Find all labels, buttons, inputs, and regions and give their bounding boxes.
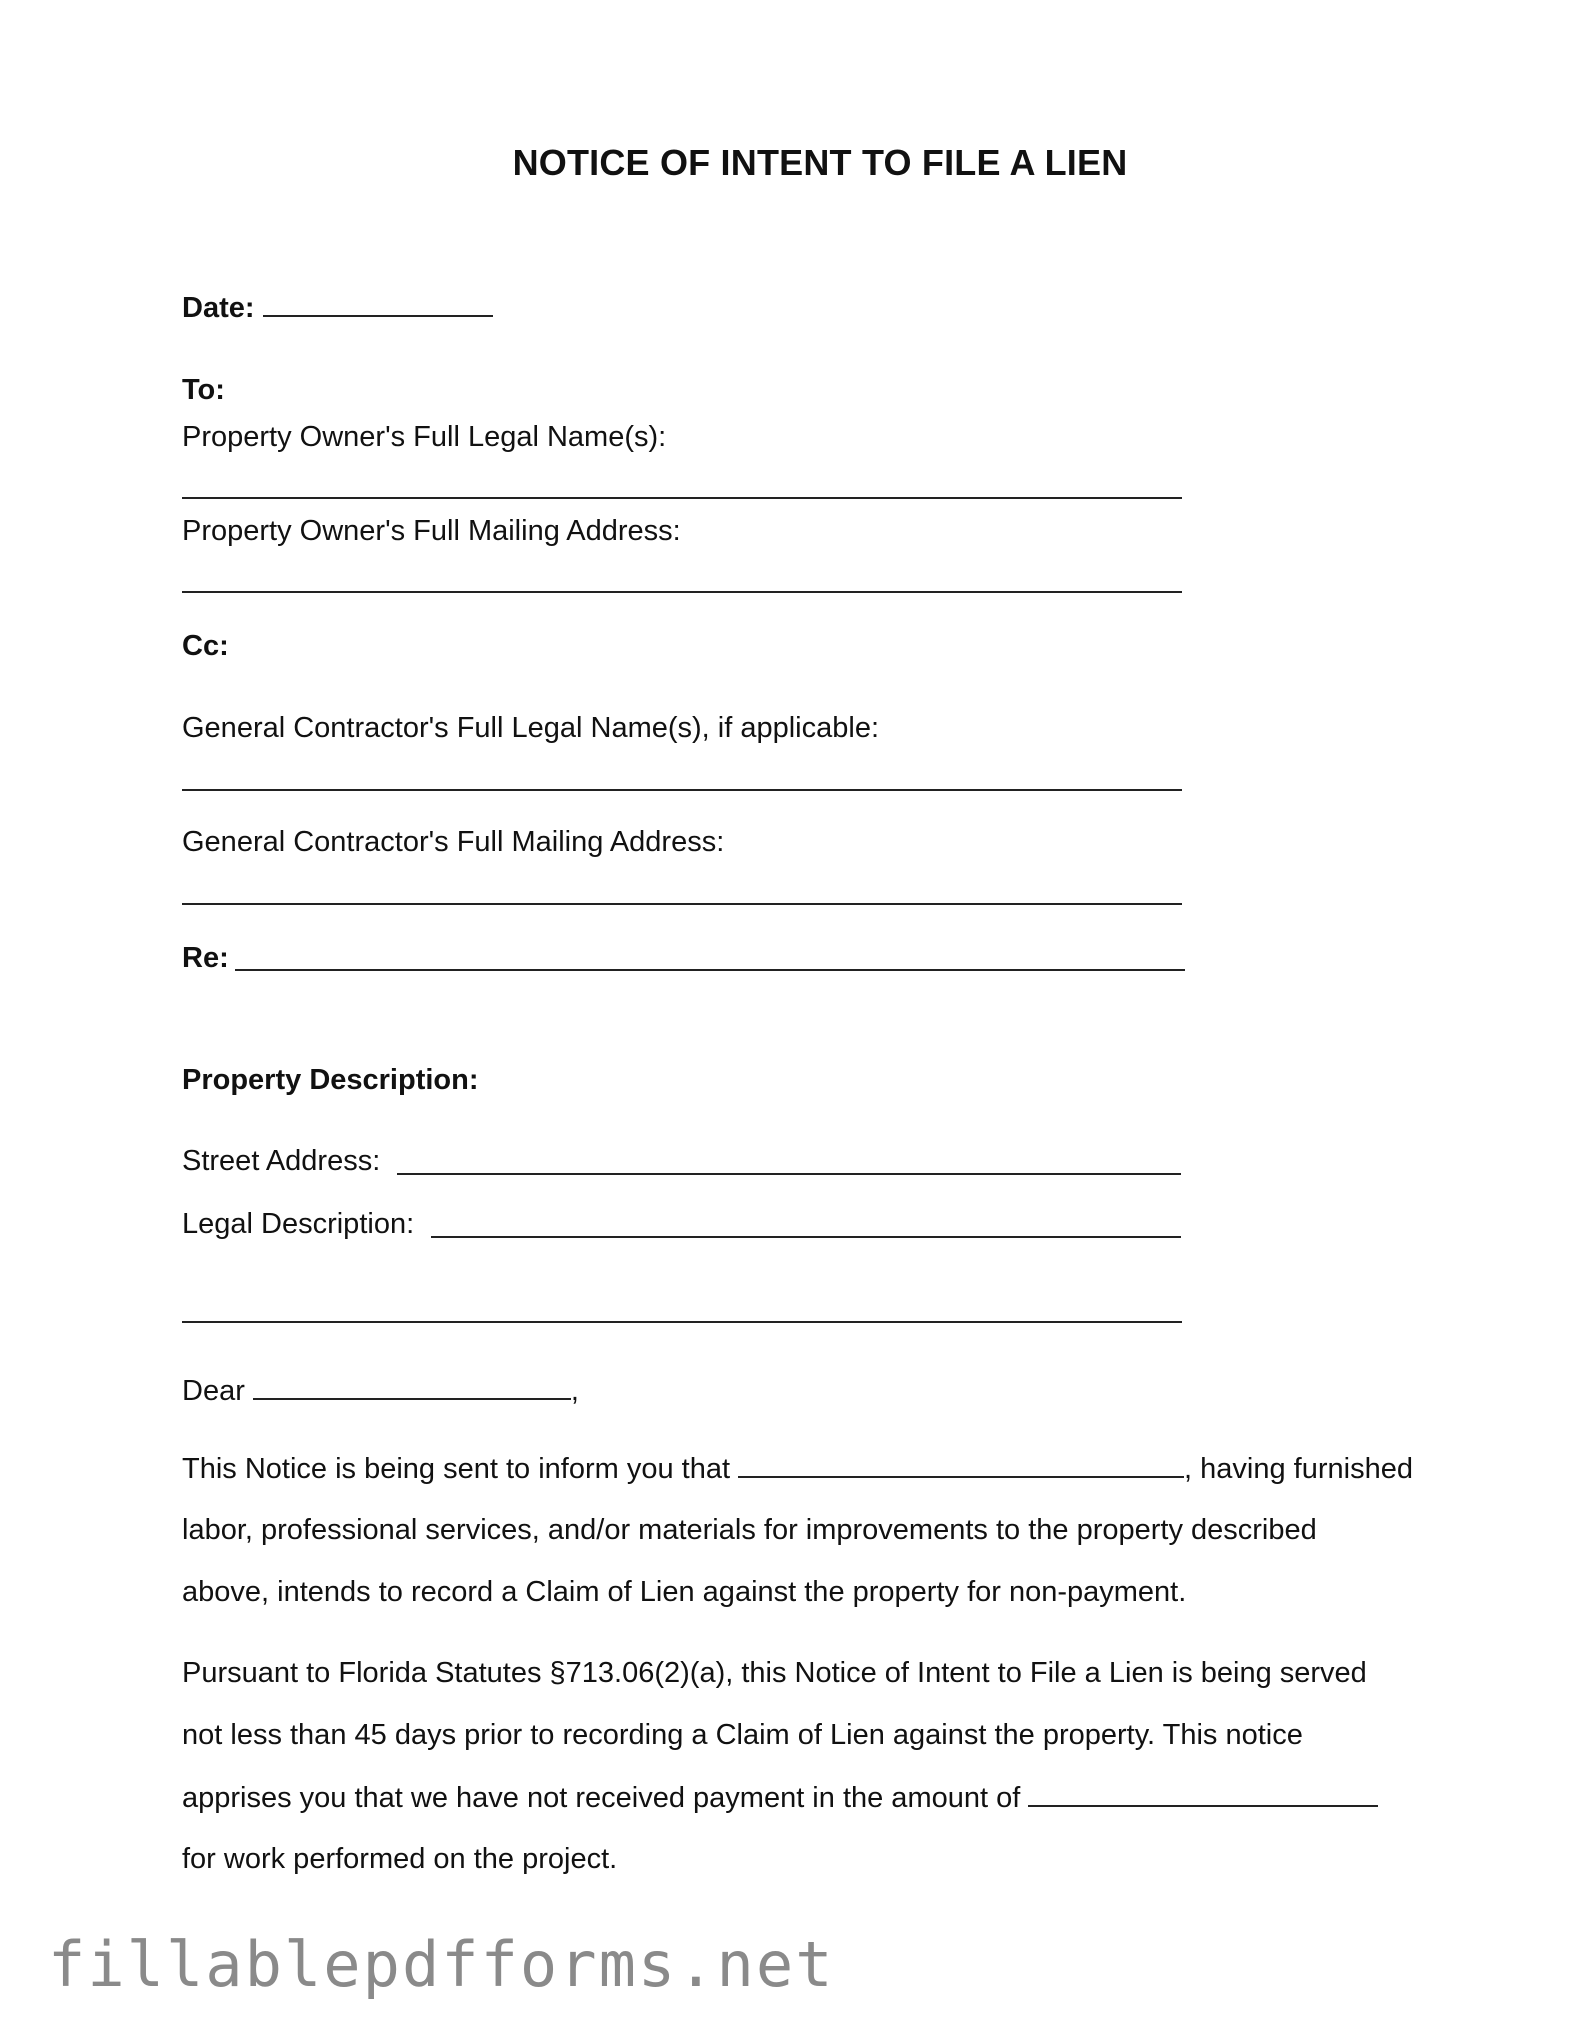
claimant-name-field[interactable] (738, 1452, 1184, 1478)
para2-line4: for work performed on the project. (182, 1843, 618, 1875)
contractor-address-label: General Contractor's Full Mailing Address: (182, 826, 725, 858)
contractor-name-label: General Contractor's Full Legal Name(s), if applicable: (182, 712, 880, 744)
para2-line1: Pursuant to Florida Statutes §713.06(2)(a), this Notice of Intent to File a Lien is being served (182, 1657, 1367, 1689)
salutation-row (182, 1373, 579, 1409)
legal-description-field-2[interactable] (182, 1321, 1182, 1323)
para1-after-blank: , having furnished (1184, 1453, 1413, 1485)
owner-address-label: Property Owner's Full Mailing Address: (182, 515, 681, 547)
owner-name-field[interactable] (182, 497, 1182, 499)
re-label: Re: (182, 942, 229, 974)
para1-before-blank: This Notice is being sent to inform you that (182, 1453, 731, 1485)
street-address-label: Street Address: (182, 1145, 381, 1177)
para1-line1 (182, 1452, 1413, 1486)
watermark: fillablepdfforms.net (48, 1928, 835, 2001)
owner-name-label: Property Owner's Full Legal Name(s): (182, 421, 667, 453)
re-field[interactable] (235, 969, 1185, 971)
date-field[interactable] (263, 291, 493, 317)
para2-line2: not less than 45 days prior to recording a Claim of Lien against the property. This notice (182, 1719, 1303, 1751)
contractor-name-field[interactable] (182, 789, 1182, 791)
amount-field[interactable] (1028, 1781, 1378, 1807)
date-row (182, 290, 493, 326)
contractor-address-field[interactable] (182, 903, 1182, 905)
salutation-comma: , (570, 1375, 579, 1407)
legal-description-label: Legal Description: (182, 1208, 415, 1240)
legal-description-field[interactable] (431, 1236, 1181, 1238)
salutation-label: Dear (182, 1375, 245, 1407)
cc-label: Cc: (182, 630, 229, 662)
date-label: Date: (182, 292, 255, 324)
para2-before-blank: apprises you that we have not received payment in the amount of (182, 1782, 1021, 1814)
recipient-name-field[interactable] (253, 1374, 571, 1400)
para1-line2: labor, professional services, and/or materials for improvements to the property described (182, 1514, 1317, 1546)
property-description-heading: Property Description: (182, 1064, 479, 1096)
to-label: To: (182, 374, 225, 406)
document-title: NOTICE OF INTENT TO FILE A LIEN (512, 142, 1128, 183)
owner-address-field[interactable] (182, 591, 1182, 593)
street-address-field[interactable] (397, 1173, 1181, 1175)
para2-line3 (182, 1781, 1378, 1815)
para1-line3: above, intends to record a Claim of Lien against the property for non-payment. (182, 1576, 1187, 1608)
